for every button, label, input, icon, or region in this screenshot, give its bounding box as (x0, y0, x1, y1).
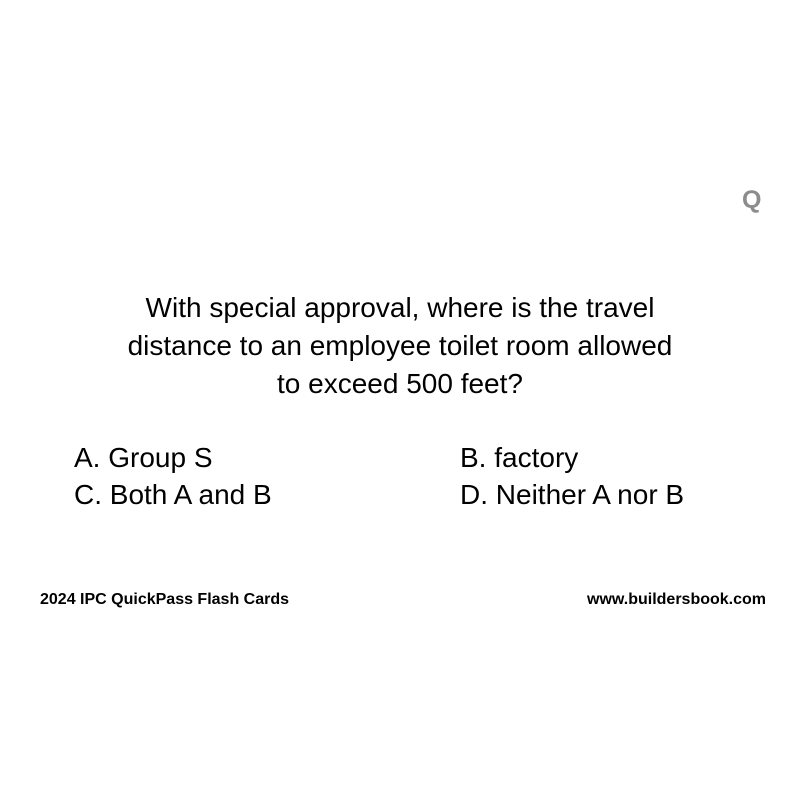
question-line: With special approval, where is the travel (145, 292, 655, 323)
answer-option-c: C. Both A and B (74, 479, 272, 510)
footer-title: 2024 IPC QuickPass Flash Cards (40, 591, 290, 608)
question-text (60, 289, 740, 403)
question-side-marker: Q (742, 186, 762, 214)
footer-website: www.buildersbook.com (587, 591, 766, 608)
answer-option-d: D. Neither A nor B (460, 479, 685, 510)
question-line: to exceed 500 feet? (277, 368, 523, 400)
answer-option-b: B. factory (460, 442, 579, 473)
question-line: distance to an employee toilet room allowed (127, 330, 673, 362)
answer-option-a: A. Group S (74, 442, 213, 473)
